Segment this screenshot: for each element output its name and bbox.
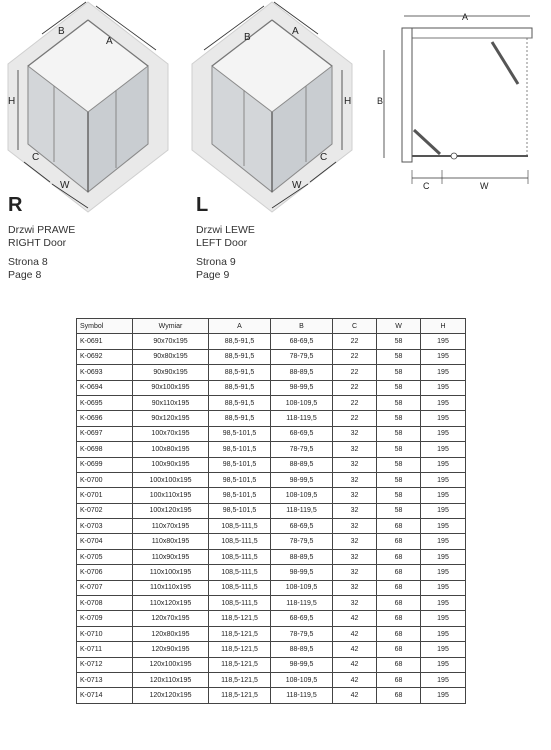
table-row	[77, 642, 466, 657]
table-cell: 68	[377, 657, 421, 672]
table-cell: 108-109,5	[271, 395, 333, 410]
right-door-page	[8, 256, 75, 282]
table-cell: 195	[421, 442, 466, 457]
table-cell: K-0701	[77, 488, 133, 503]
table-cell: 108-109,5	[271, 672, 333, 687]
table-cell: K-0704	[77, 534, 133, 549]
dim-label-h: H	[344, 96, 352, 107]
dim-label-c: C	[320, 152, 328, 163]
table-row	[77, 657, 466, 672]
table-cell: 195	[421, 672, 466, 687]
table-cell: 98-99,5	[271, 472, 333, 487]
table-cell: 120x100x195	[133, 657, 209, 672]
table-cell: K-0713	[77, 672, 133, 687]
right-door-title-en: RIGHT Door	[8, 237, 67, 249]
column-header: C	[333, 319, 377, 334]
table-cell: 22	[333, 395, 377, 410]
table-cell: 108,5-111,5	[209, 565, 271, 580]
table-cell: 32	[333, 565, 377, 580]
table-cell: 68	[377, 626, 421, 641]
table-cell: 68	[377, 596, 421, 611]
table-cell: 108,5-111,5	[209, 534, 271, 549]
table-cell: 118-119,5	[271, 503, 333, 518]
table-cell: 110x120x195	[133, 596, 209, 611]
left-door-page	[196, 256, 255, 282]
table-cell: 32	[333, 534, 377, 549]
table-cell: 195	[421, 365, 466, 380]
table-cell: 32	[333, 580, 377, 595]
table-cell: 120x110x195	[133, 672, 209, 687]
table-cell: K-0706	[77, 565, 133, 580]
table-cell: 22	[333, 365, 377, 380]
table-cell: K-0700	[77, 472, 133, 487]
table-cell: K-0694	[77, 380, 133, 395]
right-door-letter: R	[8, 194, 23, 216]
table-row	[77, 580, 466, 595]
table-cell: K-0693	[77, 365, 133, 380]
table-cell: K-0708	[77, 596, 133, 611]
table-cell: 22	[333, 380, 377, 395]
table-cell: 98,5-101,5	[209, 503, 271, 518]
table-cell: 88,5-91,5	[209, 411, 271, 426]
table-row	[77, 672, 466, 687]
table-row	[77, 596, 466, 611]
table-cell: 68-69,5	[271, 611, 333, 626]
table-cell: 108,5-111,5	[209, 549, 271, 564]
table-cell: 118-119,5	[271, 596, 333, 611]
dimensions-table	[76, 318, 466, 704]
table-cell: 110x90x195	[133, 549, 209, 564]
dim-label-c: C	[32, 152, 40, 163]
table-cell: 42	[333, 611, 377, 626]
column-header: A	[209, 319, 271, 334]
table-row	[77, 380, 466, 395]
table-cell: 88,5-91,5	[209, 380, 271, 395]
table-row	[77, 503, 466, 518]
table-cell: 195	[421, 380, 466, 395]
table-cell: 58	[377, 380, 421, 395]
table-cell: 98,5-101,5	[209, 488, 271, 503]
table-cell: 118-119,5	[271, 411, 333, 426]
table-cell: 195	[421, 611, 466, 626]
dim-label-a: A	[106, 36, 113, 47]
table-cell: 195	[421, 349, 466, 364]
table-cell: 88,5-91,5	[209, 365, 271, 380]
right-door-diagram	[4, 0, 172, 220]
left-door-diagram	[188, 0, 356, 220]
table-cell: 88-89,5	[271, 365, 333, 380]
dim-label-b: B	[58, 26, 65, 37]
table-cell: K-0711	[77, 642, 133, 657]
table-cell: 98,5-101,5	[209, 457, 271, 472]
table-cell: 118,5-121,5	[209, 688, 271, 703]
table-cell: 42	[333, 642, 377, 657]
left-door-letter: L	[196, 194, 209, 216]
table-cell: K-0695	[77, 395, 133, 410]
right-door-page-en: Page 8	[8, 269, 42, 281]
table-cell: 88-89,5	[271, 549, 333, 564]
table-cell: 58	[377, 426, 421, 441]
table-cell: K-0692	[77, 349, 133, 364]
table-cell: 42	[333, 672, 377, 687]
table-cell: 68-69,5	[271, 426, 333, 441]
table-cell: 100x100x195	[133, 472, 209, 487]
table-row	[77, 688, 466, 703]
table-cell: 32	[333, 442, 377, 457]
plan-dim-c: C	[423, 181, 430, 191]
right-door-caption	[8, 224, 75, 282]
table-cell: 68	[377, 642, 421, 657]
table-cell: 88-89,5	[271, 642, 333, 657]
dim-label-w: W	[60, 180, 70, 191]
table-cell: 58	[377, 334, 421, 349]
table-cell: 90x100x195	[133, 380, 209, 395]
table-row	[77, 411, 466, 426]
table-row	[77, 395, 466, 410]
table-row	[77, 534, 466, 549]
table-cell: K-0698	[77, 442, 133, 457]
table-cell: 90x110x195	[133, 395, 209, 410]
table-cell: K-0696	[77, 411, 133, 426]
table-cell: 195	[421, 534, 466, 549]
table-cell: 32	[333, 503, 377, 518]
table-row	[77, 488, 466, 503]
table-cell: 195	[421, 488, 466, 503]
table-cell: 42	[333, 657, 377, 672]
table-cell: 68	[377, 549, 421, 564]
table-row	[77, 519, 466, 534]
table-cell: 78-79,5	[271, 349, 333, 364]
table-row	[77, 472, 466, 487]
table-cell: K-0712	[77, 657, 133, 672]
table-cell: 68	[377, 580, 421, 595]
table-cell: 68-69,5	[271, 334, 333, 349]
table-cell: 68	[377, 534, 421, 549]
table-cell: 108,5-111,5	[209, 519, 271, 534]
column-header: H	[421, 319, 466, 334]
table-cell: 110x80x195	[133, 534, 209, 549]
table-cell: K-0702	[77, 503, 133, 518]
left-door-caption	[196, 224, 255, 282]
table-cell: 100x80x195	[133, 442, 209, 457]
table-cell: 88,5-91,5	[209, 395, 271, 410]
table-row	[77, 349, 466, 364]
table-cell: 58	[377, 395, 421, 410]
table-row	[77, 457, 466, 472]
table-cell: 195	[421, 626, 466, 641]
table-cell: 110x110x195	[133, 580, 209, 595]
plan-view-diagram	[374, 8, 546, 198]
plan-dim-w: W	[480, 181, 489, 191]
table-cell: 58	[377, 365, 421, 380]
table-cell: 118,5-121,5	[209, 657, 271, 672]
left-door-title-en: LEFT Door	[196, 237, 248, 249]
table-cell: 195	[421, 519, 466, 534]
table-row	[77, 565, 466, 580]
table-cell: 90x90x195	[133, 365, 209, 380]
table-cell: 100x110x195	[133, 488, 209, 503]
table-cell: 110x100x195	[133, 565, 209, 580]
table-cell: 32	[333, 596, 377, 611]
table-cell: 118-119,5	[271, 688, 333, 703]
table-cell: 120x70x195	[133, 611, 209, 626]
table-cell: K-0710	[77, 626, 133, 641]
table-cell: 108-109,5	[271, 488, 333, 503]
dim-label-h: H	[8, 96, 16, 107]
table-cell: 68	[377, 688, 421, 703]
table-cell: 195	[421, 411, 466, 426]
left-door-page-pl: Strona 9	[196, 256, 236, 268]
table-cell: K-0714	[77, 688, 133, 703]
table-cell: 98-99,5	[271, 565, 333, 580]
table-cell: 120x120x195	[133, 688, 209, 703]
dim-label-w: W	[292, 180, 302, 191]
table-row	[77, 365, 466, 380]
table-cell: 195	[421, 549, 466, 564]
table-cell: 108,5-111,5	[209, 580, 271, 595]
dim-label-a: A	[292, 26, 299, 37]
table-cell: K-0691	[77, 334, 133, 349]
table-cell: 68	[377, 565, 421, 580]
table-cell: 32	[333, 488, 377, 503]
table-cell: 90x120x195	[133, 411, 209, 426]
table-cell: 78-79,5	[271, 442, 333, 457]
table-cell: 32	[333, 457, 377, 472]
table-row	[77, 334, 466, 349]
table-cell: 195	[421, 334, 466, 349]
right-door-title-pl: Drzwi PRAWE	[8, 224, 76, 236]
table-cell: 90x70x195	[133, 334, 209, 349]
table-row	[77, 442, 466, 457]
table-cell: 118,5-121,5	[209, 642, 271, 657]
table-cell: 22	[333, 411, 377, 426]
table-cell: 195	[421, 596, 466, 611]
table-cell: 120x80x195	[133, 626, 209, 641]
table-cell: 195	[421, 642, 466, 657]
table-cell: 58	[377, 349, 421, 364]
table-cell: 195	[421, 503, 466, 518]
table-cell: 90x80x195	[133, 349, 209, 364]
table-row	[77, 611, 466, 626]
table-cell: 118,5-121,5	[209, 611, 271, 626]
table-cell: 88-89,5	[271, 457, 333, 472]
table-cell: 108,5-111,5	[209, 596, 271, 611]
table-cell: 100x70x195	[133, 426, 209, 441]
table-row	[77, 426, 466, 441]
table-header-row	[77, 319, 466, 334]
column-header: Symbol	[77, 319, 133, 334]
table-cell: 195	[421, 426, 466, 441]
table-cell: K-0703	[77, 519, 133, 534]
table-cell: 58	[377, 411, 421, 426]
table-cell: 98-99,5	[271, 657, 333, 672]
table-cell: 195	[421, 688, 466, 703]
table-cell: K-0699	[77, 457, 133, 472]
table-cell: 88,5-91,5	[209, 334, 271, 349]
table-cell: 32	[333, 519, 377, 534]
table-cell: K-0709	[77, 611, 133, 626]
table-cell: 68	[377, 519, 421, 534]
left-door-title-pl: Drzwi LEWE	[196, 224, 255, 236]
table-cell: 32	[333, 426, 377, 441]
left-door-page-en: Page 9	[196, 269, 230, 281]
table-cell: 108-109,5	[271, 580, 333, 595]
table-cell: 195	[421, 657, 466, 672]
table-cell: K-0705	[77, 549, 133, 564]
table-cell: 58	[377, 503, 421, 518]
table-cell: 32	[333, 472, 377, 487]
table-cell: 120x90x195	[133, 642, 209, 657]
plan-dim-b: B	[377, 96, 384, 106]
right-door-page-pl: Strona 8	[8, 256, 48, 268]
table-cell: 98,5-101,5	[209, 472, 271, 487]
table-cell: 78-79,5	[271, 626, 333, 641]
table-cell: K-0697	[77, 426, 133, 441]
table-cell: 68	[377, 611, 421, 626]
table-cell: 110x70x195	[133, 519, 209, 534]
table-cell: 32	[333, 549, 377, 564]
column-header: W	[377, 319, 421, 334]
table-cell: 88,5-91,5	[209, 349, 271, 364]
table-cell: K-0707	[77, 580, 133, 595]
table-cell: 195	[421, 472, 466, 487]
table-cell: 118,5-121,5	[209, 672, 271, 687]
table-cell: 58	[377, 442, 421, 457]
column-header: B	[271, 319, 333, 334]
table-cell: 68-69,5	[271, 519, 333, 534]
table-row	[77, 626, 466, 641]
table-cell: 100x90x195	[133, 457, 209, 472]
plan-dim-a: A	[462, 12, 469, 22]
table-cell: 22	[333, 349, 377, 364]
table-cell: 78-79,5	[271, 534, 333, 549]
table-cell: 195	[421, 580, 466, 595]
table-cell: 195	[421, 457, 466, 472]
table-cell: 68	[377, 672, 421, 687]
table-cell: 118,5-121,5	[209, 626, 271, 641]
table-cell: 98,5-101,5	[209, 426, 271, 441]
table-cell: 58	[377, 457, 421, 472]
table-cell: 98,5-101,5	[209, 442, 271, 457]
table-cell: 22	[333, 334, 377, 349]
table-cell: 98-99,5	[271, 380, 333, 395]
table-row	[77, 549, 466, 564]
table-cell: 42	[333, 626, 377, 641]
table-cell: 58	[377, 488, 421, 503]
column-header: Wymiar	[133, 319, 209, 334]
table-cell: 195	[421, 565, 466, 580]
dim-label-b: B	[244, 32, 251, 43]
table-cell: 58	[377, 472, 421, 487]
table-cell: 195	[421, 395, 466, 410]
table-cell: 100x120x195	[133, 503, 209, 518]
table-cell: 42	[333, 688, 377, 703]
